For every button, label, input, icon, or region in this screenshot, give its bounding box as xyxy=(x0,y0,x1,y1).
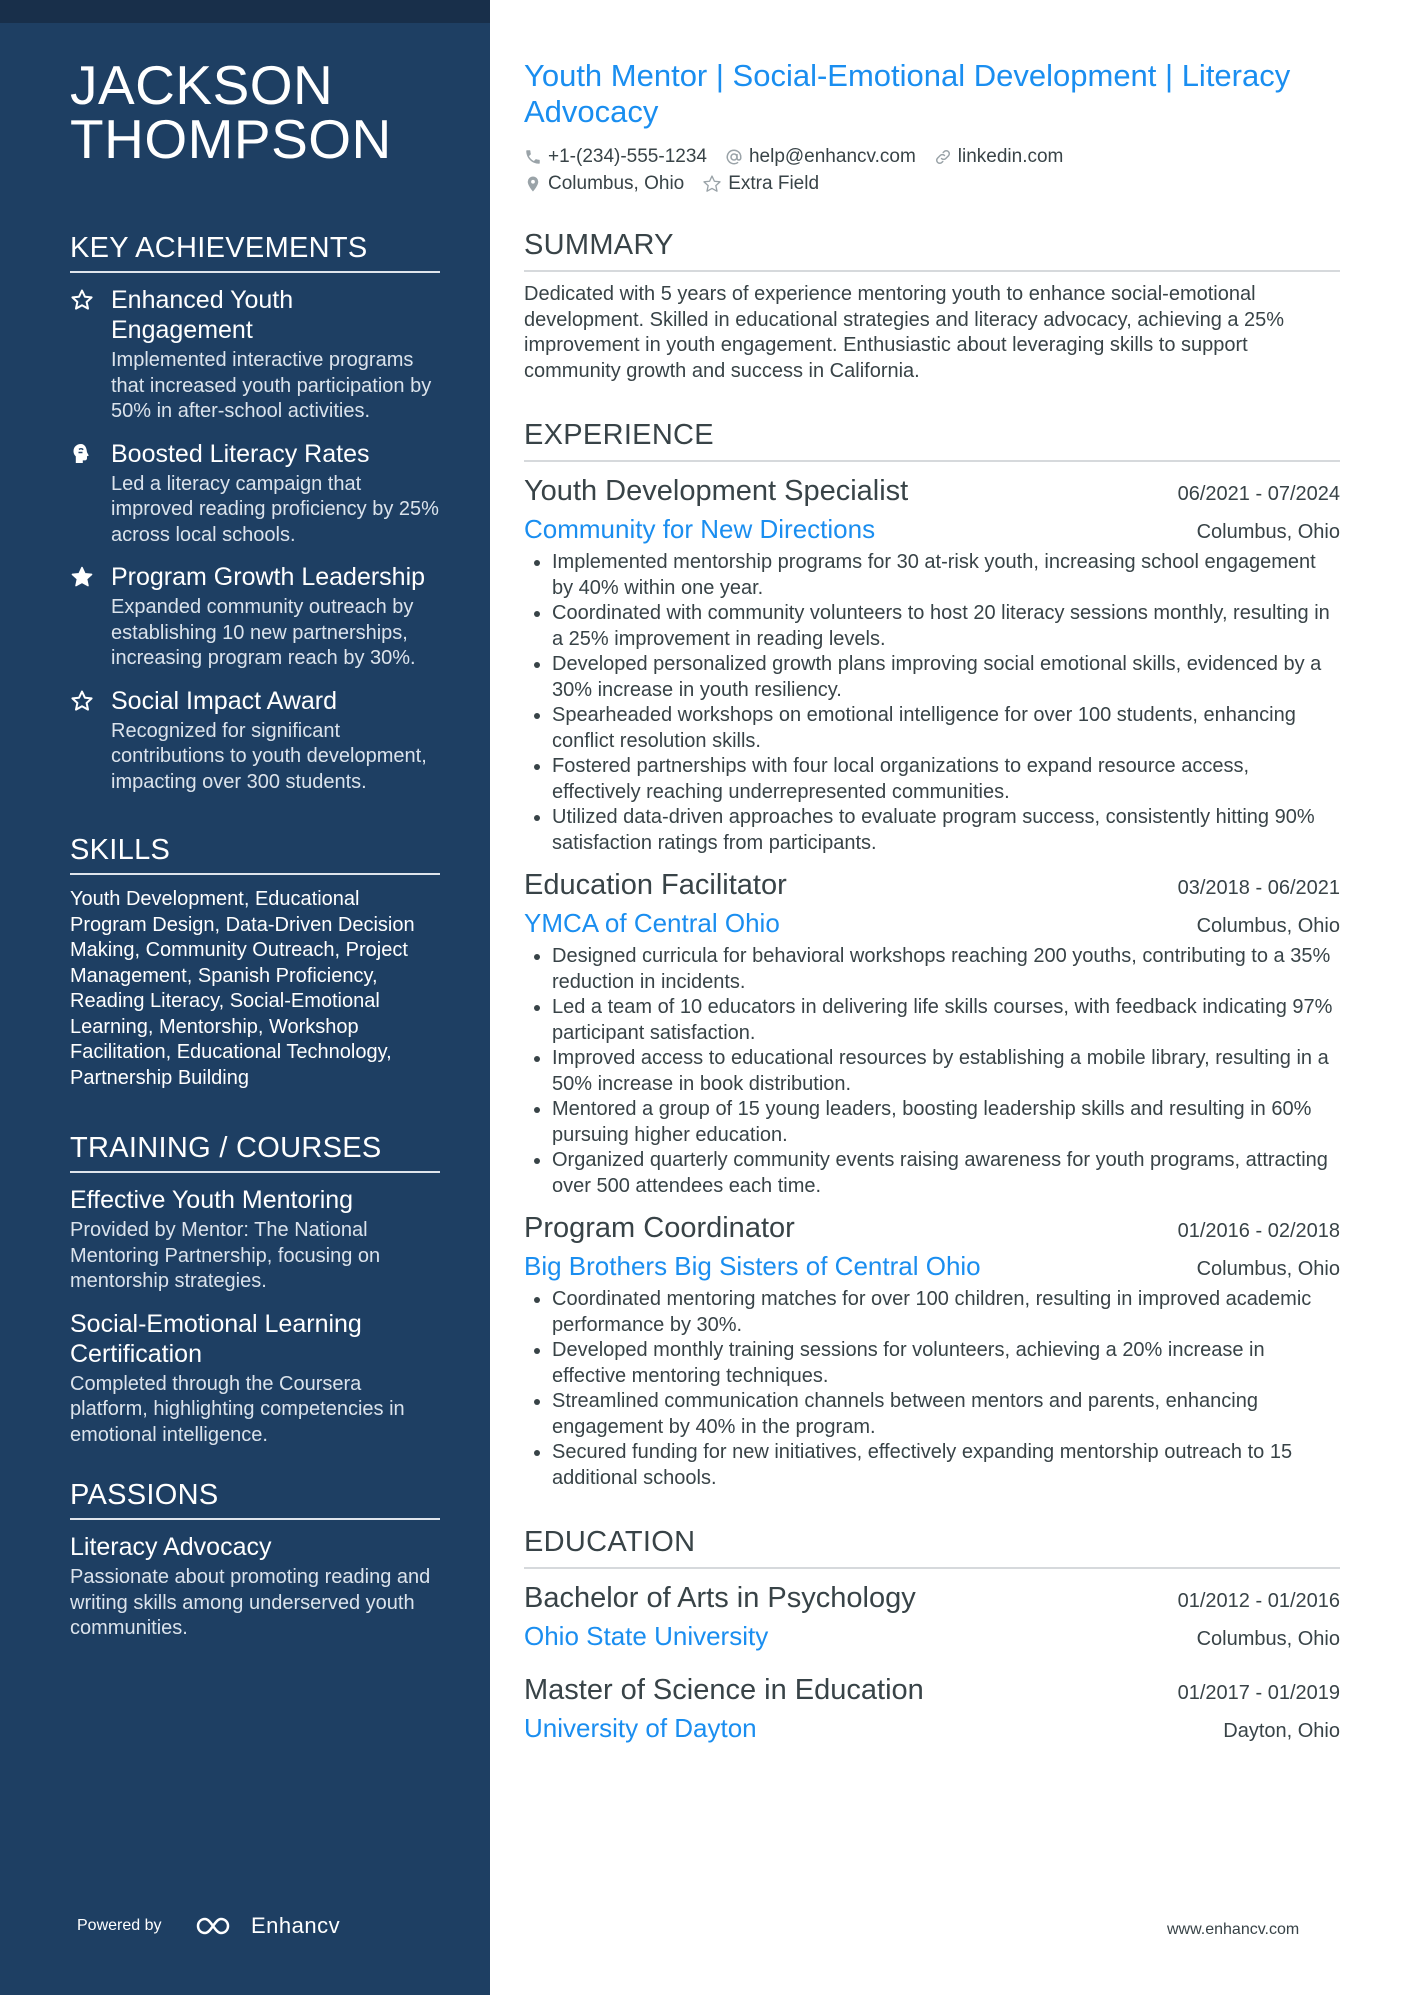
achievements-divider xyxy=(70,271,440,273)
achievement-title: Program Growth Leadership xyxy=(111,563,426,591)
candidate-name-line2: THOMPSON xyxy=(70,108,392,170)
sidebar xyxy=(0,0,490,1995)
contact-info xyxy=(524,144,1144,198)
job-role: Education Facilitator xyxy=(524,869,787,901)
job-company: Community for New Directions xyxy=(524,514,876,544)
passions-divider xyxy=(70,1518,440,1520)
experience-title: EXPERIENCE xyxy=(524,419,714,451)
achievement-desc: Recognized for significant contributions to youth development, impacting over 300 students. xyxy=(111,719,427,793)
job-dates: 06/2021 - 07/2024 xyxy=(1177,483,1340,505)
contact-extra xyxy=(702,171,819,197)
job-location: Columbus, Ohio xyxy=(1196,521,1340,543)
head-brain-icon xyxy=(70,442,94,466)
education-location: Columbus, Ohio xyxy=(1196,1628,1340,1650)
sidebar-content xyxy=(70,54,440,1656)
enhancv-logo[interactable] xyxy=(195,1913,340,1939)
contact-linkedin[interactable] xyxy=(934,144,1064,170)
passions-title: PASSIONS xyxy=(70,1479,219,1511)
education-school: Ohio State University xyxy=(524,1621,769,1651)
job-company: Big Brothers Big Sisters of Central Ohio xyxy=(524,1251,981,1281)
extra-field-text: Extra Field xyxy=(728,173,820,194)
headline: Youth Mentor | Social-Emotional Development | Literacy Advocacy xyxy=(524,58,1291,129)
achievements-title: KEY ACHIEVEMENTS xyxy=(70,232,368,264)
education-school: University of Dayton xyxy=(524,1713,757,1743)
summary-divider xyxy=(524,270,1340,272)
training-course-desc: Provided by Mentor: The National Mentoring Partnership, focusing on mentorship strategies. xyxy=(70,1219,381,1292)
phone-icon xyxy=(524,148,542,166)
location-text: Columbus, Ohio xyxy=(548,173,685,194)
linkedin-text: linkedin.com xyxy=(957,146,1064,167)
education-dates: 01/2012 - 01/2016 xyxy=(1177,1590,1340,1612)
training-title: TRAINING / COURSES xyxy=(70,1132,382,1164)
job-bullet: • Developed monthly training sessions for volunteers, achieving a 20% increase in effective mentoring techniques. xyxy=(552,1338,1340,1389)
job-company: YMCA of Central Ohio xyxy=(524,908,780,938)
job-bullets xyxy=(524,944,1340,1199)
job-bullet: • Secured funding for new initiatives, effectively expanding mentorship outreach to 15 additional schools. xyxy=(552,1440,1340,1491)
job-entry xyxy=(524,1209,1340,1491)
job-location: Columbus, Ohio xyxy=(1196,1258,1340,1280)
skills-list: Youth Development, Educational Program Design, Data-Driven Decision Making, Community Outreach, Project Management, Spanish Proficiency, Reading Literacy, Social-Emotional Learning, Mentorship, Workshop Facilitation, Educational Technology, Partnership Building xyxy=(70,888,415,1089)
achievement-desc: Implemented interactive programs that increased youth participation by 50% in after-school activities. xyxy=(111,349,432,422)
job-bullet: • Spearheaded workshops on emotional intelligence for over 100 students, enhancing conflict resolution skills. xyxy=(552,703,1340,754)
training-divider xyxy=(70,1171,440,1173)
achievement-title: Boosted Literacy Rates xyxy=(111,439,370,468)
job-bullets xyxy=(524,550,1340,856)
link-icon xyxy=(934,148,952,166)
education-degree: Bachelor of Arts in Psychology xyxy=(524,1582,916,1614)
achievement-item xyxy=(70,285,440,425)
education-degree: Master of Science in Education xyxy=(524,1674,924,1706)
job-bullet: • Improved access to educational resources by establishing a mobile library, resulting in a 50% increase in book distribution. xyxy=(552,1046,1340,1097)
candidate-name-line1: JACKSON xyxy=(70,54,334,116)
job-dates: 03/2018 - 06/2021 xyxy=(1177,877,1340,899)
job-bullet: • Organized quarterly community events raising awareness for youth programs, attracting over 500 attendees each time. xyxy=(552,1148,1340,1199)
email-text: help@enhancv.com xyxy=(748,146,916,167)
job-entry xyxy=(524,866,1340,1199)
achievement-desc: Led a literacy campaign that improved reading proficiency by 25% across local schools. xyxy=(111,472,439,546)
footer-website-link[interactable]: www.enhancv.com xyxy=(1167,1921,1300,1938)
job-role: Program Coordinator xyxy=(524,1212,795,1244)
powered-by-label: Powered by xyxy=(77,1917,162,1934)
achievement-desc: Expanded community outreach by establishing 10 new partnerships, increasing program reach by 30%. xyxy=(111,596,416,669)
job-entry xyxy=(524,472,1340,856)
passion-desc: Passionate about promoting reading and writing skills among underserved youth communities. xyxy=(70,1566,431,1639)
education-divider xyxy=(524,1567,1340,1569)
star-outline-icon xyxy=(70,689,94,713)
training-course-title: Social-Emotional Learning Certification xyxy=(70,1309,362,1368)
job-bullet: • Utilized data-driven approaches to evaluate program success, consistently hitting 90% satisfaction ratings from participants. xyxy=(552,805,1340,856)
contact-phone[interactable] xyxy=(524,144,707,170)
star-outline-icon xyxy=(702,174,722,194)
education-location: Dayton, Ohio xyxy=(1223,1720,1340,1742)
location-pin-icon xyxy=(524,175,542,193)
training-course-title: Effective Youth Mentoring xyxy=(70,1186,354,1214)
contact-location xyxy=(524,171,684,197)
achievement-title: Enhanced Youth Engagement xyxy=(111,286,294,344)
contact-email[interactable] xyxy=(725,144,916,170)
achievement-item xyxy=(70,562,440,672)
job-bullet: • Coordinated with community volunteers to host 20 literacy sessions monthly, resulting in a 25% improvement in reading levels. xyxy=(552,601,1340,652)
education-title: EDUCATION xyxy=(524,1526,696,1558)
job-bullet: • Mentored a group of 15 young leaders, boosting leadership skills and resulting in 60% pursuing higher education. xyxy=(552,1097,1340,1148)
achievement-item xyxy=(70,686,440,796)
job-bullet: • Implemented mentorship programs for 30 at-risk youth, increasing school engagement by 40% within one year. xyxy=(552,550,1340,601)
job-bullet: • Designed curricula for behavioral workshops reaching 200 youths, contributing to a 35% reduction in incidents. xyxy=(552,944,1340,995)
phone-text: +1-(234)-555-1234 xyxy=(548,146,707,167)
job-role: Youth Development Specialist xyxy=(524,475,909,507)
enhancv-logo-icon xyxy=(195,1914,241,1938)
job-bullet: • Streamlined communication channels between mentors and parents, enhancing engagement by 40% in the program. xyxy=(552,1389,1340,1440)
job-bullet: • Coordinated mentoring matches for over 100 children, resulting in improved academic performance by 30%. xyxy=(552,1287,1340,1338)
main-content xyxy=(524,58,1340,1763)
star-outline-icon xyxy=(70,288,94,312)
enhancv-logo-text: Enhancv xyxy=(251,1913,341,1938)
job-bullets xyxy=(524,1287,1340,1491)
summary-title: SUMMARY xyxy=(524,229,674,261)
job-bullet: • Led a team of 10 educators in delivering life skills courses, with feedback indicating 97% participant satisfaction. xyxy=(552,995,1340,1046)
skills-title: SKILLS xyxy=(70,834,171,866)
education-entry xyxy=(524,1579,1340,1655)
passion-title: Literacy Advocacy xyxy=(70,1533,272,1561)
skills-divider xyxy=(70,873,440,875)
education-entry xyxy=(524,1671,1340,1747)
at-icon xyxy=(725,148,743,166)
achievement-item xyxy=(70,439,440,549)
training-course-desc: Completed through the Coursera platform, highlighting competencies in emotional intelligence. xyxy=(70,1372,405,1446)
achievement-title: Social Impact Award xyxy=(111,686,338,715)
summary-text: Dedicated with 5 years of experience mentoring youth to enhance social-emotional development. Skilled in educational strategies and literacy advocacy, achieving a 25% improvement in youth engagement. Enthusiastic about leveraging skills to support community growth and success in California. xyxy=(524,283,1285,382)
experience-divider xyxy=(524,460,1340,462)
job-bullet: • Fostered partnerships with four local organizations to expand resource access, effectively reaching underrepresented communities. xyxy=(552,754,1340,805)
sidebar-top-bar xyxy=(0,0,490,23)
education-dates: 01/2017 - 01/2019 xyxy=(1177,1682,1340,1704)
job-location: Columbus, Ohio xyxy=(1196,915,1340,937)
job-dates: 01/2016 - 02/2018 xyxy=(1177,1220,1340,1242)
job-bullet: • Developed personalized growth plans improving social emotional skills, evidenced by a 30% increase in youth resiliency. xyxy=(552,652,1340,703)
candidate-name xyxy=(70,54,440,170)
star-filled-icon xyxy=(70,565,94,589)
